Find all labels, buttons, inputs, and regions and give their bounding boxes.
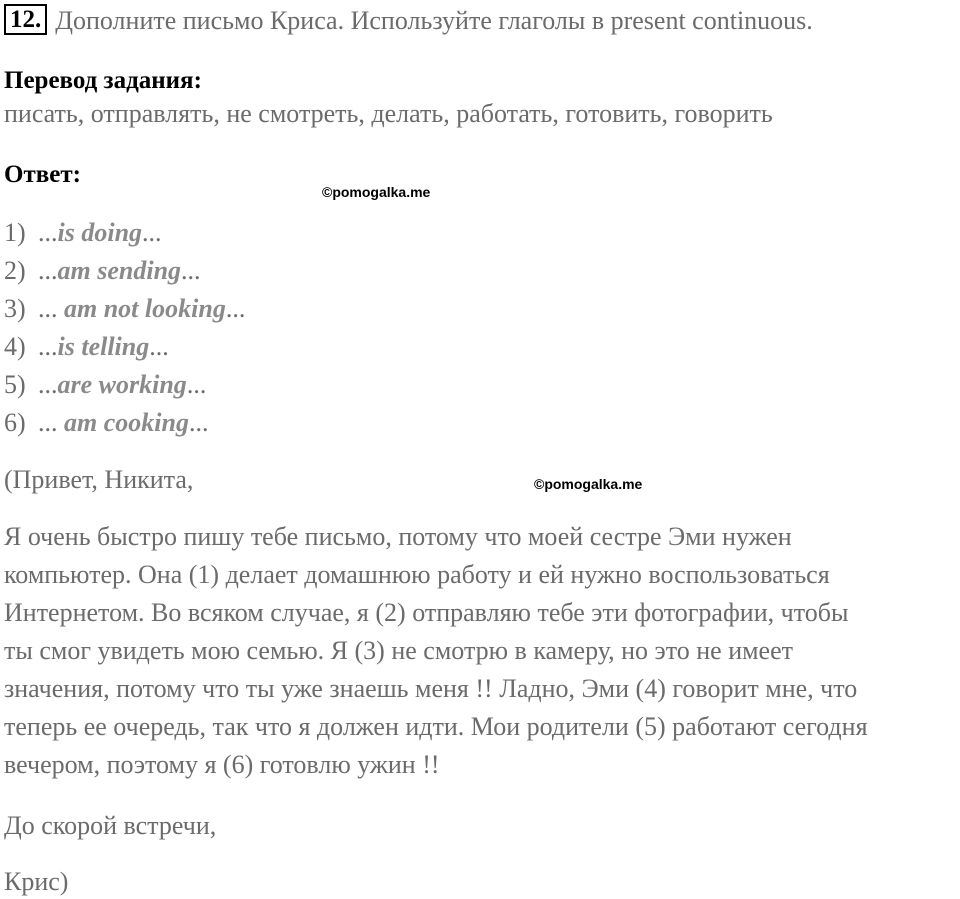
letter-line: значения, потому что ты уже знаешь меня !! Ладно, Эми (4) говорит мне, что [4,674,858,703]
answer-suffix: ... [142,218,162,247]
letter-line: теперь ее очередь, так что я должен идти. Мои родители (5) работают сегодня [4,712,868,741]
answer-number: 2) [4,256,26,285]
answer-suffix: ... [188,408,209,437]
answer-prefix: ... [38,408,64,437]
letter-line: ты смог увидеть мою семью. Я (3) не смотрю в камеру, но это не имеет [4,636,794,665]
answer-prefix: ... [38,370,58,399]
answer-verb: is doing [57,218,143,247]
watermark: ©pomogalka.me [534,476,643,492]
task-instruction: Дополните письмо Криса. Используйте глаголы в present continuous. [55,6,813,35]
translation-heading: Перевод задания: [4,67,202,94]
letter-line: вечером, поэтому я (6) готовлю ужин !! [4,750,440,779]
answer-item [4,214,245,252]
answer-number: 4) [4,332,26,361]
answer-item [4,404,245,442]
letter-line: Интернетом. Во всяком случае, я (2) отправляю тебе эти фотографии, чтобы [4,598,849,627]
answer-suffix: ... [181,256,201,285]
answer-prefix: ... [38,332,58,361]
answer-verb: am sending [57,256,182,285]
answer-suffix: ... [225,294,246,323]
answer-number: 1) [4,218,26,247]
letter-line: Я очень быстро пишу тебе письмо, потому что моей сестре Эми нужен [4,522,792,551]
answer-prefix: ... [38,294,64,323]
answer-item [4,252,245,290]
answer-number: 3) [4,294,26,323]
answer-verb: is telling [57,332,150,361]
answer-suffix: ... [149,332,169,361]
answer-item [4,328,245,366]
letter-closing: До скорой встречи, [4,811,217,840]
answer-verb: am cooking [64,408,189,437]
answer-verb: are working [57,370,187,399]
translation-text: писать, отправлять, не смотреть, делать, работать, готовить, говорить [4,99,773,128]
answer-prefix: ... [38,218,58,247]
answer-verb: am not looking [64,294,226,323]
watermark: ©pomogalka.me [322,184,431,200]
answer-list [4,214,245,442]
answer-prefix: ... [38,256,58,285]
answer-number: 5) [4,370,26,399]
answer-item [4,366,245,404]
task-number: 12. [4,4,47,35]
letter-line: компьютер. Она (1) делает домашнюю работу и ей нужно воспользоваться [4,560,830,589]
answer-number: 6) [4,408,26,437]
answer-suffix: ... [186,370,207,399]
letter-body [4,518,960,784]
answer-item [4,290,245,328]
answer-heading: Ответ: [4,161,81,188]
letter-greeting: (Привет, Никита, [4,465,194,494]
letter-signature: Крис) [4,867,69,896]
task-line [4,4,813,38]
